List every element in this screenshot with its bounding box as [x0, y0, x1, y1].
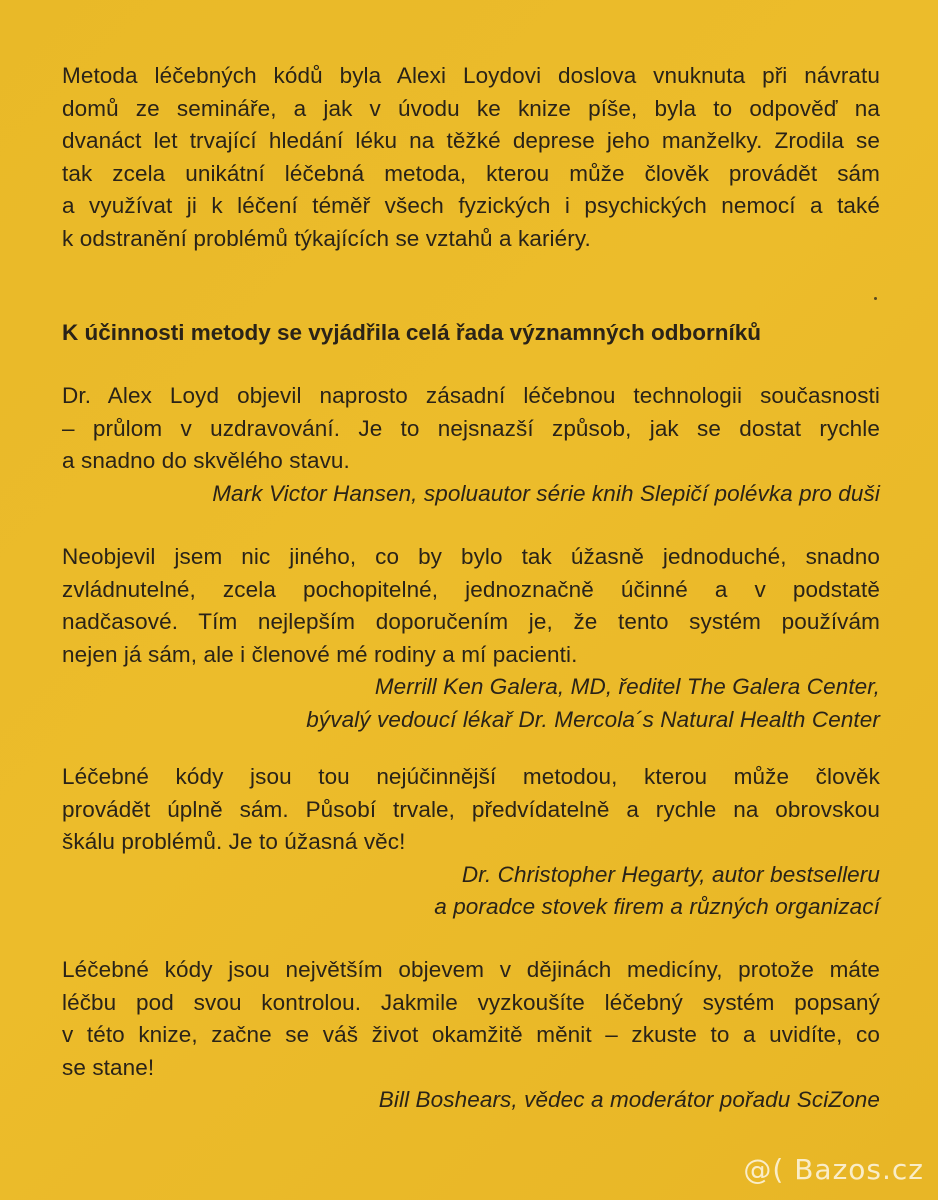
intro-line: Metoda léčebných kódů byla Alexi Loydovi doslova vnuknuta při návratu [62, 63, 880, 88]
intro-paragraph [62, 60, 880, 255]
watermark: @( Bazos.cz [743, 1153, 924, 1186]
quote-line: nadčasové. Tím nejlepším doporučením je, že tento systém používám [62, 609, 880, 634]
quote-line: provádět úplně sám. Působí trvale, předvídatelně a rychle na obrovskou [62, 796, 880, 822]
quote-line: škálu problémů. Je to úžasná věc! [62, 829, 406, 854]
quote-attribution: bývalý vedoucí lékař Dr. Mercola´s Natural Health Center [306, 706, 880, 732]
quote-line: Neobjevil jsem nic jiného, co by bylo tak úžasně jednoduché, snadno [62, 544, 880, 569]
intro-line: dvanáct let trvající hledání léku na těžké deprese jeho manželky. Zrodila se [62, 128, 880, 153]
quote-line: se stane! [62, 1054, 155, 1080]
quote-2 [62, 541, 880, 736]
quote-line: Léčebné kódy jsou tou nejúčinnější metodou, kterou může člověk [62, 764, 880, 789]
intro-line: tak zcela unikátní léčebná metoda, kterou může člověk provádět sám [62, 160, 880, 186]
quote-attribution: Merrill Ken Galera, MD, ředitel The Galera Center, [374, 674, 880, 699]
quote-4 [62, 954, 880, 1117]
quote-attribution: Mark Victor Hansen, spoluautor série knih Slepičí polévka pro duši [212, 480, 880, 506]
intro-line: a využívat ji k léčení téměř všech fyzických i psychických nemocí a také [62, 193, 880, 218]
quote-attribution: Bill Boshears, vědec a moderátor pořadu SciZone [378, 1087, 880, 1112]
quote-line: Léčebné kódy jsou největším objevem v dějinách medicíny, protože máte [62, 957, 880, 982]
quote-line: – průlom v uzdravování. Je to nejsnazší způsob, jak se dostat rychle [62, 415, 880, 441]
section-heading: K účinnosti metody se vyjádřila celá řada významných odborníků [62, 320, 761, 345]
quote-3 [62, 761, 880, 924]
quote-line: nejen já sám, ale i členové mé rodiny a mí pacienti. [62, 641, 578, 667]
speck-mark [874, 297, 877, 300]
quote-1 [62, 380, 880, 510]
quote-line: léčbu pod svou kontrolou. Jakmile vyzkoušíte léčebný systém popsaný [62, 989, 880, 1015]
quote-line: Dr. Alex Loyd objevil naprosto zásadní léčebnou technologii současnosti [62, 383, 880, 408]
quote-line: zvládnutelné, zcela pochopitelné, jednoznačně účinné a v podstatě [62, 576, 880, 602]
quote-attribution: a poradce stovek firem a různých organizací [434, 894, 880, 919]
quote-line: v této knize, začne se váš život okamžitě měnit – zkuste to a uvidíte, co [62, 1022, 880, 1047]
intro-line: domů ze semináře, a jak v úvodu ke knize píše, byla to odpověď na [62, 95, 880, 121]
quote-attribution: Dr. Christopher Hegarty, autor bestselleru [461, 861, 880, 887]
intro-line: k odstranění problémů týkajících se vztahů a kariéry. [62, 225, 591, 251]
quote-line: a snadno do skvělého stavu. [62, 448, 350, 473]
